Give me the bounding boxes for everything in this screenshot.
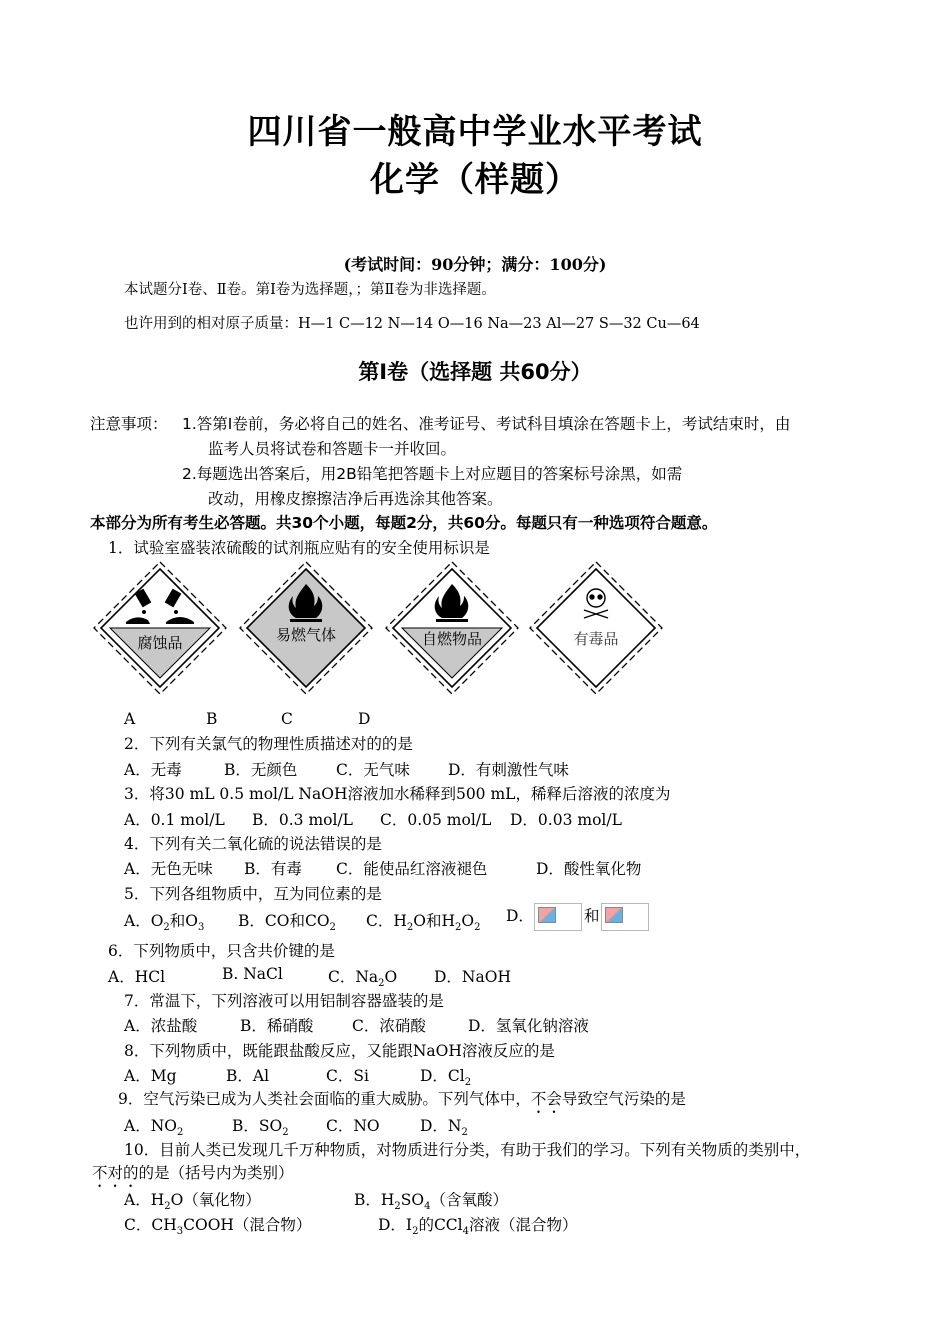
hazard-sign-corrosive (92, 560, 228, 696)
q7-option-a: A．浓盐酸 (124, 1017, 198, 1035)
notice-1b: 监考人员将试卷和答题卡一并收回。 (208, 440, 457, 458)
q10-option-a: A．$H_2O$（氧化物） (124, 1191, 261, 1213)
q9-option-c: C．NO (326, 1117, 380, 1135)
q8-option-a: A．Mg (124, 1067, 177, 1085)
q4-option-a: A．无色无味 (124, 860, 213, 878)
q5-option-a: A．$O_2$和$O_3$ (124, 912, 205, 934)
section-title: 第Ⅰ卷（选择题 共60分） (358, 360, 592, 384)
q5-option-c: C．$H_2O$和$H_2O_2$ (366, 912, 481, 934)
q7-option-b: B．稀硝酸 (240, 1017, 314, 1035)
atomic-masses: 也许用到的相对原子质量：H—1 C—12 N—14 O—16 Na—23 Al—27 S—32 Cu—64 (124, 316, 700, 332)
q4-option-d: D．酸性氧化物 (536, 860, 642, 878)
question-8: 8．下列物质中，既能跟盐酸反应，又能跟NaOH溶液反应的是 (124, 1042, 555, 1060)
q3-option-b: B．0.3 mol/L (252, 811, 353, 829)
q1-option-b: B (206, 710, 218, 728)
question-1: 1．试验室盛装浓硫酸的试剂瓶应贴有的安全使用标识是 (108, 539, 490, 557)
q8-option-c: C．Si (326, 1067, 369, 1085)
notice-label: 注意事项： (90, 415, 168, 433)
q10-option-b: B．$H_2SO_4$（含氧酸） (354, 1191, 509, 1213)
hazard-label-4: 有毒品 (573, 630, 619, 648)
q9-option-b: B．$SO_2$ (232, 1117, 289, 1139)
q5-option-d: D． 和 (506, 903, 649, 931)
q4-option-b: B．有毒 (244, 860, 302, 878)
exam-intro: 本试题分Ⅰ卷、Ⅱ卷。第Ⅰ卷为选择题，；第Ⅱ卷为非选择题。 (124, 282, 496, 298)
q9-option-d: D．$N_2$ (420, 1117, 468, 1139)
q6-option-a: A．HCl (108, 968, 166, 986)
q1-option-d: D (358, 710, 371, 728)
question-3: 3．将30 mL 0.5 mol/L NaOH溶液加水稀释到500 mL，稀释后溶液的浓度为 (124, 785, 671, 803)
hazard-label-1: 腐蚀品 (137, 634, 183, 652)
broken-image-icon (601, 903, 649, 931)
hazard-label-2: 易燃气体 (275, 626, 337, 644)
q8-option-b: B．Al (226, 1067, 270, 1085)
notice-1a: 1.答第Ⅰ卷前，务必将自己的姓名、准考证号、考试科目填涂在答题卡上，考试结束时，由 (182, 415, 791, 433)
question-10-line1: 10．目前人类已发现几千万种物质，对物质进行分类，有助于我们的学习。下列有关物质的类别中， (124, 1141, 811, 1159)
notice-2b: 改动，用橡皮擦擦洁净后再选涂其他答案。 (208, 490, 503, 508)
q2-option-d: D．有刺激性气味 (448, 761, 569, 779)
question-5: 5．下列各组物质中，互为同位素的是 (124, 885, 382, 903)
q3-option-c: C．0.05 mol/L (380, 811, 492, 829)
q2-option-c: C．无气味 (336, 761, 410, 779)
hazard-sign-flammable-gas (238, 560, 374, 696)
question-9: 9．空气污染已成为人类社会面临的重大威胁。下列气体中，不会导致空气污染的是 (118, 1090, 686, 1108)
q3-option-a: A．0.1 mol/L (124, 811, 225, 829)
q10-option-d: D．$I_2$的CCl$_4$溶液（混合物） (378, 1216, 578, 1238)
q7-option-c: C．浓硝酸 (352, 1017, 426, 1035)
exam-info: (考试时间：90分钟；满分：100分) (343, 255, 607, 274)
q2-option-b: B．无颜色 (224, 761, 298, 779)
q4-option-c: C．能使品红溶液褪色 (336, 860, 488, 878)
q1-option-a: A (124, 710, 136, 728)
q5-option-b: B．CO和$CO_2$ (238, 912, 336, 934)
hazard-sign-toxic (528, 560, 664, 696)
q6-option-c: C．$Na_2O$ (328, 968, 398, 990)
question-2: 2．下列有关氯气的物理性质描述对的的是 (124, 735, 413, 753)
q2-option-a: A．无毒 (124, 761, 182, 779)
hazard-sign-spontaneous-combustion (384, 560, 520, 696)
question-4: 4．下列有关二氧化硫的说法错误的是 (124, 835, 382, 853)
q10-option-c: C．$CH_3COOH$（混合物） (124, 1216, 312, 1238)
q7-option-d: D．氢氧化钠溶液 (468, 1017, 589, 1035)
q6-option-b: B. NaCl (222, 965, 283, 983)
q6-option-d: D．NaOH (434, 968, 511, 986)
notice-2a: 2.每题选出答案后，用2B铅笔把答题卡上对应题目的答案标号涂黑，如需 (182, 465, 683, 483)
page-subtitle: 化学（样题） (370, 160, 580, 200)
q9-option-a: A．$NO_2$ (124, 1117, 184, 1139)
hazard-label-3: 自燃物品 (421, 630, 483, 648)
broken-image-icon (534, 903, 582, 931)
question-7: 7．常温下，下列溶液可以用铝制容器盛装的是 (124, 992, 444, 1010)
question-6: 6．下列物质中，只含共价键的是 (108, 942, 335, 960)
section-instructions: 本部分为所有考生必答题。共30个小题，每题2分，共60分。每题只有一种选项符合题意。 (90, 514, 718, 532)
page-title: 四川省一般高中学业水平考试 (247, 112, 703, 152)
question-10-line2: 不对的的是（括号内为类别） (92, 1164, 294, 1182)
q3-option-d: D．0.03 mol/L (510, 811, 622, 829)
q1-option-c: C (281, 710, 293, 728)
q8-option-d: D．$Cl_2$ (420, 1067, 472, 1089)
